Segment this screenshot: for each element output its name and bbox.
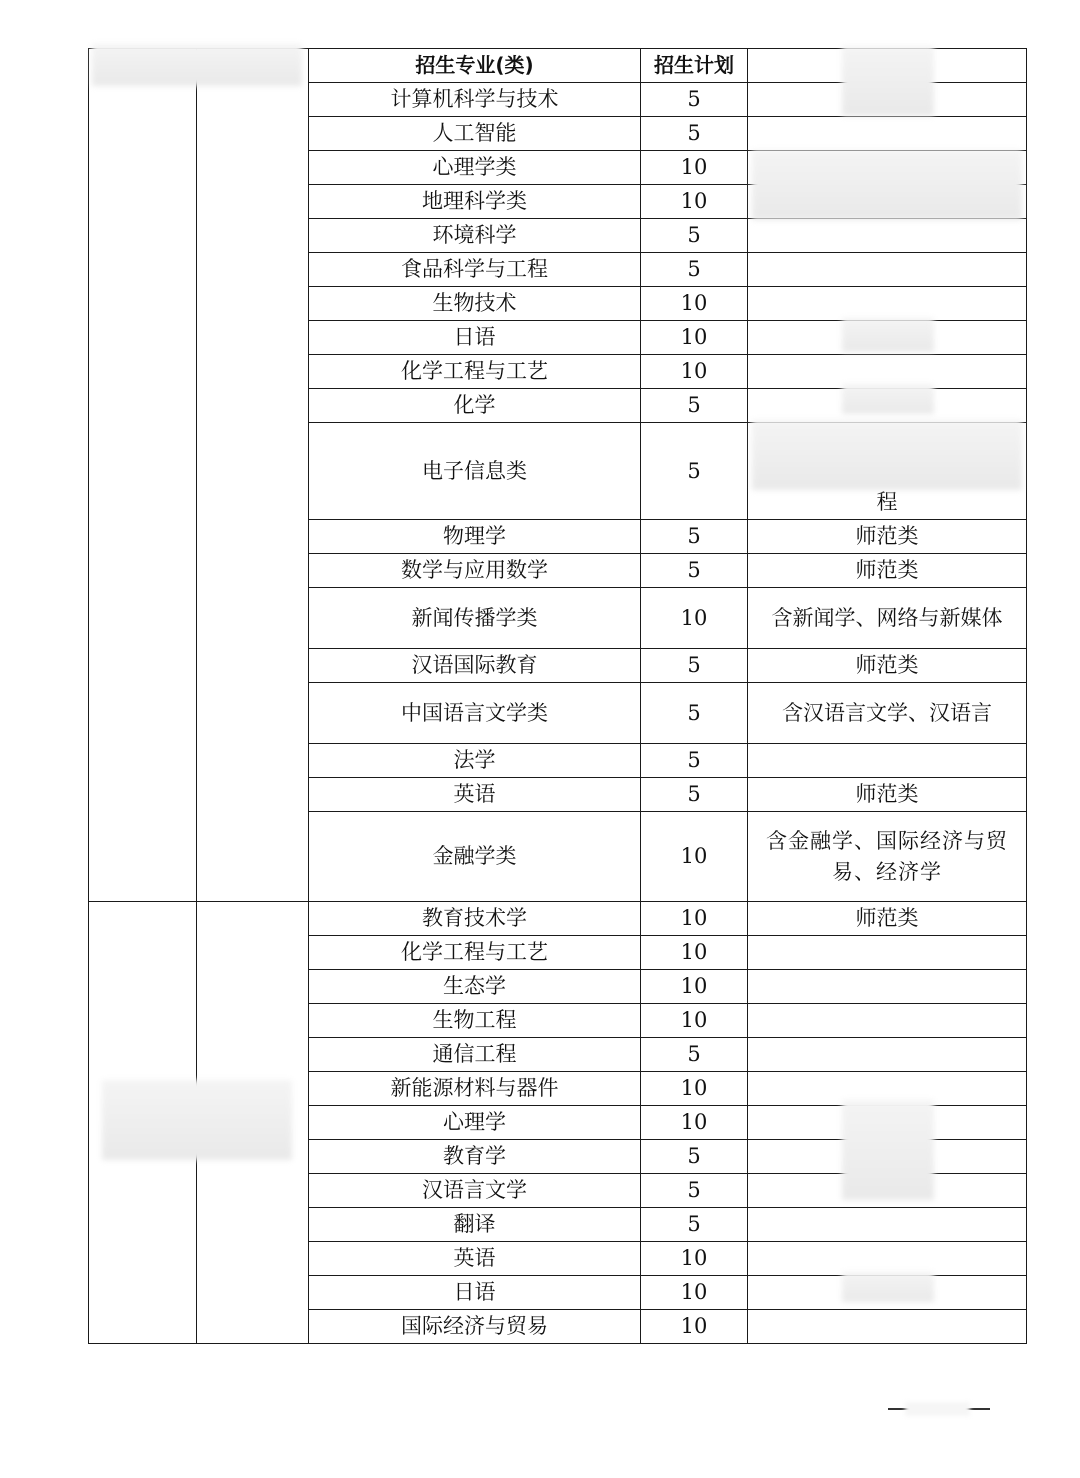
redaction-blur xyxy=(842,1272,934,1302)
redaction-blur xyxy=(842,384,934,414)
major-cell: 英语 xyxy=(309,1242,641,1276)
plan-cell: 10 xyxy=(641,1072,748,1106)
note-cell xyxy=(748,117,1027,151)
note-cell: 师范类 xyxy=(748,520,1027,554)
plan-cell: 5 xyxy=(641,219,748,253)
plan-cell: 5 xyxy=(641,423,748,520)
note-cell: 含新闻学、网络与新媒体 xyxy=(748,588,1027,649)
major-cell: 翻译 xyxy=(309,1208,641,1242)
note-cell: 师范类 xyxy=(748,902,1027,936)
plan-cell: 5 xyxy=(641,778,748,812)
major-cell: 化学工程与工艺 xyxy=(309,355,641,389)
note-cell xyxy=(748,287,1027,321)
major-cell: 日语 xyxy=(309,1276,641,1310)
plan-cell: 5 xyxy=(641,649,748,683)
plan-cell: 10 xyxy=(641,1004,748,1038)
plan-cell: 5 xyxy=(641,683,748,744)
redaction-blur xyxy=(752,150,1022,220)
category-cell-a xyxy=(197,49,309,902)
school-cell-a xyxy=(89,49,197,902)
redaction-blur xyxy=(102,1080,292,1160)
header-plan: 招生计划 xyxy=(641,49,748,83)
plan-cell: 10 xyxy=(641,355,748,389)
major-cell: 通信工程 xyxy=(309,1038,641,1072)
note-cell xyxy=(748,1208,1027,1242)
plan-cell: 5 xyxy=(641,1208,748,1242)
plan-cell: 5 xyxy=(641,1140,748,1174)
major-cell: 教育技术学 xyxy=(309,902,641,936)
major-cell: 电子信息类 xyxy=(309,423,641,520)
plan-cell: 5 xyxy=(641,554,748,588)
plan-cell: 10 xyxy=(641,1106,748,1140)
plan-cell: 10 xyxy=(641,321,748,355)
redaction-blur xyxy=(842,318,934,352)
major-cell: 数学与应用数学 xyxy=(309,554,641,588)
plan-cell: 10 xyxy=(641,287,748,321)
note-cell xyxy=(748,970,1027,1004)
major-cell: 英语 xyxy=(309,778,641,812)
major-cell: 新能源材料与器件 xyxy=(309,1072,641,1106)
major-cell: 汉语国际教育 xyxy=(309,649,641,683)
plan-cell: 10 xyxy=(641,812,748,902)
major-cell: 环境科学 xyxy=(309,219,641,253)
plan-cell: 10 xyxy=(641,185,748,219)
plan-cell: 5 xyxy=(641,83,748,117)
note-cell xyxy=(748,253,1027,287)
note-cell xyxy=(748,936,1027,970)
note-cell: 师范类 xyxy=(748,554,1027,588)
plan-cell: 10 xyxy=(641,936,748,970)
major-cell: 金融学类 xyxy=(309,812,641,902)
note-cell xyxy=(748,219,1027,253)
plan-cell: 10 xyxy=(641,970,748,1004)
major-cell: 新闻传播学类 xyxy=(309,588,641,649)
major-cell: 化学工程与工艺 xyxy=(309,936,641,970)
plan-cell: 5 xyxy=(641,253,748,287)
plan-cell: 5 xyxy=(641,117,748,151)
major-cell: 生物技术 xyxy=(309,287,641,321)
major-cell: 国际经济与贸易 xyxy=(309,1310,641,1344)
plan-cell: 10 xyxy=(641,1242,748,1276)
plan-cell: 10 xyxy=(641,151,748,185)
plan-cell: 10 xyxy=(641,1276,748,1310)
plan-cell: 5 xyxy=(641,744,748,778)
major-cell: 生物工程 xyxy=(309,1004,641,1038)
major-cell: 心理学类 xyxy=(309,151,641,185)
note-cell xyxy=(748,1242,1027,1276)
note-cell xyxy=(748,1038,1027,1072)
major-cell: 地理科学类 xyxy=(309,185,641,219)
redaction-blur xyxy=(752,420,1022,490)
redaction-blur xyxy=(842,46,934,116)
major-cell: 教育学 xyxy=(309,1140,641,1174)
major-cell: 心理学 xyxy=(309,1106,641,1140)
plan-cell: 10 xyxy=(641,588,748,649)
plan-cell: 10 xyxy=(641,1310,748,1344)
table-row xyxy=(89,902,1027,936)
redaction-blur xyxy=(92,44,302,86)
note-cell: 师范类 xyxy=(748,649,1027,683)
major-cell: 食品科学与工程 xyxy=(309,253,641,287)
note-cell: 师范类 xyxy=(748,778,1027,812)
redaction-blur xyxy=(905,1402,970,1416)
plan-cell: 5 xyxy=(641,1038,748,1072)
major-cell: 中国语言文学类 xyxy=(309,683,641,744)
major-cell: 人工智能 xyxy=(309,117,641,151)
major-cell: 计算机科学与技术 xyxy=(309,83,641,117)
major-cell: 法学 xyxy=(309,744,641,778)
header-major: 招生专业(类) xyxy=(309,49,641,83)
redaction-blur xyxy=(842,1100,934,1200)
note-cell xyxy=(748,1310,1027,1344)
major-cell: 汉语言文学 xyxy=(309,1174,641,1208)
note-cell: 含汉语言文学、汉语言 xyxy=(748,683,1027,744)
note-cell xyxy=(748,744,1027,778)
plan-cell: 5 xyxy=(641,520,748,554)
note-cell xyxy=(748,1004,1027,1038)
plan-cell: 5 xyxy=(641,1174,748,1208)
major-cell: 物理学 xyxy=(309,520,641,554)
major-cell: 化学 xyxy=(309,389,641,423)
note-cell: 程 xyxy=(748,423,1027,520)
plan-cell: 5 xyxy=(641,389,748,423)
note-cell: 含金融学、国际经济与贸易、经济学 xyxy=(748,812,1027,902)
major-cell: 生态学 xyxy=(309,970,641,1004)
major-cell: 日语 xyxy=(309,321,641,355)
plan-cell: 10 xyxy=(641,902,748,936)
